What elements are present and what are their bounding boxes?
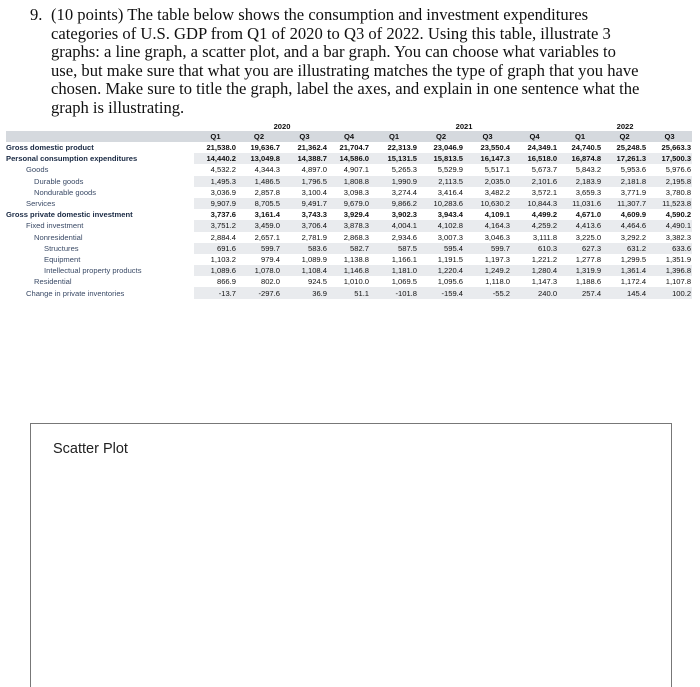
table-cell: 24,740.5 <box>571 143 602 153</box>
question-line: use, but make sure that what you are illustrating matches the type of graph that you have <box>51 60 639 80</box>
question-number: 9. <box>30 5 43 24</box>
table-cell: 1,010.0 <box>343 277 370 287</box>
table-cell: 3,878.3 <box>328 220 370 231</box>
table-cell: 2,934.6 <box>391 232 418 242</box>
row-label: Residential <box>34 277 72 287</box>
quarter-header: Q1 <box>194 131 237 142</box>
table-cell: 4,164.3 <box>464 220 511 231</box>
table-cell: 3,111.8 <box>532 232 558 242</box>
table-cell: 633.6 <box>647 243 692 254</box>
table-cell: 1,396.8 <box>647 265 692 276</box>
table-cell: 1,191.5 <box>437 254 464 264</box>
table-cell: 582.7 <box>328 243 370 254</box>
table-cell: 17,261.3 <box>602 153 647 164</box>
table-cell: 4,490.1 <box>647 220 692 231</box>
table-row <box>6 142 692 153</box>
table-row <box>6 287 692 298</box>
row-label: Structures <box>44 243 79 253</box>
table-cell: 9,866.2 <box>370 198 418 209</box>
row-label: Nonresidential <box>34 232 83 242</box>
table-cell: 19,636.7 <box>250 143 280 153</box>
table-cell: 2,183.9 <box>558 176 602 187</box>
table-cell: 5,976.6 <box>665 165 692 175</box>
table-cell: 14,440.2 <box>194 153 237 164</box>
table-cell: -297.6 <box>237 287 281 298</box>
table-cell: 24,349.1 <box>527 143 558 153</box>
table-cell: 16,147.3 <box>464 153 511 164</box>
row-label: Gross domestic product <box>6 143 94 153</box>
question-body <box>51 6 681 118</box>
table-cell: 3,482.2 <box>484 187 511 197</box>
table-cell: 4,907.1 <box>343 165 370 175</box>
table-cell: 3,743.3 <box>301 210 327 220</box>
table-cell: 583.6 <box>281 243 328 254</box>
table-cell: 1,277.8 <box>575 254 602 264</box>
table-cell: 11,307.7 <box>602 198 647 209</box>
table-cell: 4,259.2 <box>511 220 558 231</box>
table-cell: 21,362.4 <box>297 143 327 153</box>
table-cell: 3,902.3 <box>391 210 418 220</box>
table-cell: 240.0 <box>511 287 558 298</box>
table-cell: 2,884.4 <box>210 232 236 242</box>
row-label: Gross private domestic investment <box>6 210 133 220</box>
quarter-header: Q3 <box>647 131 692 142</box>
table-row <box>6 176 692 187</box>
table-cell: 1,078.0 <box>237 265 281 276</box>
table-cell: 25,663.3 <box>661 143 692 153</box>
table-row <box>6 232 692 243</box>
table-cell: 3,929.4 <box>343 210 370 220</box>
table-cell: 3,007.3 <box>437 232 464 242</box>
table-cell: 1,166.1 <box>391 254 418 264</box>
row-label: Services <box>26 199 56 209</box>
table-cell: 15,813.5 <box>418 153 464 164</box>
year-header: 2021 <box>455 121 473 131</box>
table-cell: 13,049.8 <box>237 153 281 164</box>
quarter-header: Q2 <box>418 131 464 142</box>
table-cell: 3,100.4 <box>301 187 327 197</box>
table-cell: 257.4 <box>558 287 602 298</box>
table-cell: 1,188.6 <box>575 277 602 287</box>
table-cell: 9,679.0 <box>328 198 370 209</box>
table-cell: 11,523.8 <box>647 198 692 209</box>
table-cell: 4,609.9 <box>620 210 647 220</box>
table-cell: 3,771.9 <box>620 187 647 197</box>
table-cell: 3,780.8 <box>665 187 692 197</box>
quarter-header: Q4 <box>328 131 370 142</box>
gdp-table <box>6 121 692 299</box>
answer-label: Scatter Plot <box>53 441 128 457</box>
table-cell: -101.8 <box>370 287 418 298</box>
table-cell: 2,657.1 <box>254 232 280 242</box>
table-cell: 4,897.0 <box>301 165 327 175</box>
table-cell: 51.1 <box>328 287 370 298</box>
table-row <box>6 276 692 287</box>
table-cell: 3,572.1 <box>531 187 558 197</box>
table-cell: 3,046.3 <box>484 232 511 242</box>
table-row <box>6 153 692 164</box>
table-cell: 3,737.6 <box>210 210 236 220</box>
table-cell: 10,630.2 <box>464 198 511 209</box>
table-cell: 2,181.8 <box>602 176 647 187</box>
table-row <box>6 265 692 276</box>
header-blank <box>6 131 194 142</box>
quarter-header: Q2 <box>237 131 281 142</box>
table-cell: 5,843.2 <box>575 165 602 175</box>
table-cell: 1,089.9 <box>301 254 327 264</box>
table-cell: 5,517.1 <box>484 165 511 175</box>
table-cell: 979.4 <box>260 254 280 264</box>
table-cell: 627.3 <box>558 243 602 254</box>
table-row <box>6 243 692 254</box>
table-cell: 4,499.2 <box>531 210 558 220</box>
table-cell: 4,590.2 <box>665 210 692 220</box>
row-label: Nondurable goods <box>34 187 97 197</box>
table-cell: 631.2 <box>602 243 647 254</box>
table-cell: 1,103.2 <box>210 254 236 264</box>
table-cell: 9,491.7 <box>281 198 328 209</box>
table-cell: 1,990.9 <box>370 176 418 187</box>
table-cell: 3,382.3 <box>665 232 692 242</box>
table-cell: -159.4 <box>418 287 464 298</box>
table-cell: 802.0 <box>260 277 280 287</box>
table-cell: 3,036.9 <box>210 187 236 197</box>
table-cell: 1,495.3 <box>194 176 237 187</box>
table-row <box>6 198 692 209</box>
quarter-header: Q3 <box>464 131 511 142</box>
row-label: Fixed investment <box>26 221 84 231</box>
table-cell: 1,095.6 <box>437 277 464 287</box>
row-label: Intellectual property products <box>44 266 142 276</box>
quarter-header: Q3 <box>281 131 328 142</box>
row-label: Change in private inventories <box>26 288 125 298</box>
table-cell: 5,529.9 <box>437 165 464 175</box>
header-blank <box>6 121 194 131</box>
table-cell: 4,102.8 <box>418 220 464 231</box>
table-cell: 3,459.0 <box>237 220 281 231</box>
table-cell: 1,107.8 <box>665 277 692 287</box>
row-label: Equipment <box>44 254 81 264</box>
table-cell: 2,195.8 <box>647 176 692 187</box>
table-cell: 924.5 <box>307 277 327 287</box>
table-cell: 1,351.9 <box>665 254 692 264</box>
table-cell: 3,943.4 <box>437 210 464 220</box>
year-header: 2022 <box>616 121 634 131</box>
table-cell: 4,532.2 <box>210 165 236 175</box>
table-cell: -13.7 <box>194 287 237 298</box>
question-line: graphs: a line graph, a scatter plot, and a bar graph. You can choose what variables to <box>51 42 616 62</box>
table-cell: 1,108.4 <box>281 265 328 276</box>
table-cell: 610.3 <box>511 243 558 254</box>
table-cell: 16,874.8 <box>558 153 602 164</box>
table-cell: 15,131.5 <box>370 153 418 164</box>
table-cell: 14,586.0 <box>328 153 370 164</box>
year-header: 2020 <box>273 121 291 131</box>
table-cell: 4,464.6 <box>602 220 647 231</box>
table-cell: 5,953.6 <box>620 165 647 175</box>
row-label: Goods <box>26 165 49 175</box>
table-cell: 22,313.9 <box>387 143 418 153</box>
table-cell: 4,413.6 <box>558 220 602 231</box>
table-cell: 1,220.4 <box>418 265 464 276</box>
answer-box[interactable] <box>30 423 672 687</box>
table-cell: 145.4 <box>602 287 647 298</box>
row-label: Personal consumption expenditures <box>6 154 138 164</box>
quarter-header: Q1 <box>370 131 418 142</box>
table-cell: 1,486.5 <box>237 176 281 187</box>
table-cell: 1,808.8 <box>328 176 370 187</box>
table-cell: 3,292.2 <box>620 232 647 242</box>
table-cell: 1,221.2 <box>531 254 558 264</box>
table-cell: 3,098.3 <box>343 187 370 197</box>
table-cell: 4,671.0 <box>575 210 602 220</box>
table-cell: 1,361.4 <box>602 265 647 276</box>
table-cell: 1,146.8 <box>328 265 370 276</box>
table-cell: 1,118.0 <box>485 277 511 287</box>
table-cell: 1,299.5 <box>620 254 647 264</box>
table-cell: 2,113.5 <box>418 176 464 187</box>
table-cell: 100.2 <box>647 287 692 298</box>
table-cell: 587.5 <box>370 243 418 254</box>
table-cell: 8,705.5 <box>237 198 281 209</box>
quarter-header-row <box>6 131 692 142</box>
table-cell: 1,138.8 <box>343 254 370 264</box>
table-cell: 21,704.7 <box>339 143 370 153</box>
table-cell: 9,907.9 <box>194 198 237 209</box>
table-cell: 1,181.0 <box>370 265 418 276</box>
table-cell: 2,857.8 <box>254 187 280 197</box>
row-label: Durable goods <box>34 176 84 186</box>
table-cell: 691.6 <box>194 243 237 254</box>
table-cell: 4,109.1 <box>484 210 511 220</box>
table-cell: 2,868.3 <box>343 232 370 242</box>
table-cell: 599.7 <box>464 243 511 254</box>
table-cell: 36.9 <box>281 287 328 298</box>
table-row <box>6 164 692 175</box>
table-cell: 3,274.4 <box>391 187 418 197</box>
table-cell: 10,844.3 <box>511 198 558 209</box>
table-row <box>6 209 692 220</box>
table-cell: 1,172.4 <box>620 277 647 287</box>
table-cell: 5,265.3 <box>391 165 418 175</box>
table-cell: 595.4 <box>418 243 464 254</box>
table-cell: 1,147.3 <box>531 277 558 287</box>
table-cell: 1,280.4 <box>511 265 558 276</box>
quarter-header: Q2 <box>602 131 647 142</box>
table-cell: 4,344.3 <box>254 165 280 175</box>
table-cell: 1,249.2 <box>464 265 511 276</box>
year-header-row <box>6 121 692 131</box>
table-cell: 3,161.4 <box>254 210 280 220</box>
table-cell: 1,069.5 <box>391 277 418 287</box>
table-cell: 1,319.9 <box>558 265 602 276</box>
question-line: graph is illustrating. <box>51 97 185 117</box>
quarter-header: Q1 <box>558 131 602 142</box>
table-cell: 2,781.9 <box>301 232 327 242</box>
table-cell: 5,673.7 <box>531 165 558 175</box>
question-line: chosen. Make sure to title the graph, label the axes, and explain in one sentence what the <box>51 79 640 99</box>
table-cell: 3,225.0 <box>575 232 602 242</box>
table-cell: 3,416.4 <box>437 187 464 197</box>
table-cell: 3,751.2 <box>194 220 237 231</box>
table-row <box>6 254 692 265</box>
table-cell: 16,518.0 <box>511 153 558 164</box>
table-cell: 599.7 <box>237 243 281 254</box>
question-line: categories of U.S. GDP from Q1 of 2020 to Q3 of 2022. Using this table, illustrate 3 <box>51 23 611 43</box>
table-cell: 14,388.7 <box>281 153 328 164</box>
quarter-header: Q4 <box>511 131 558 142</box>
table-cell: 3,659.3 <box>575 187 602 197</box>
table-cell: 23,550.4 <box>480 143 511 153</box>
table-row <box>6 220 692 231</box>
table-cell: 1,197.3 <box>484 254 511 264</box>
table-cell: 10,283.6 <box>418 198 464 209</box>
table-row <box>6 187 692 198</box>
table-cell: 1,089.6 <box>194 265 237 276</box>
table-cell: 1,796.5 <box>281 176 328 187</box>
table-cell: 3,706.4 <box>281 220 328 231</box>
table-cell: 25,248.5 <box>616 143 647 153</box>
table-cell: 2,101.6 <box>511 176 558 187</box>
table-cell: 2,035.0 <box>464 176 511 187</box>
table-cell: 21,538.0 <box>206 143 236 153</box>
table-cell: -55.2 <box>464 287 511 298</box>
question-line: (10 points) The table below shows the consumption and investment expenditures <box>51 5 589 24</box>
table-cell: 4,004.1 <box>370 220 418 231</box>
table-cell: 17,500.3 <box>647 153 692 164</box>
table-cell: 23,046.9 <box>433 143 464 153</box>
table-cell: 866.9 <box>216 277 236 287</box>
table-cell: 11,031.6 <box>558 198 602 209</box>
